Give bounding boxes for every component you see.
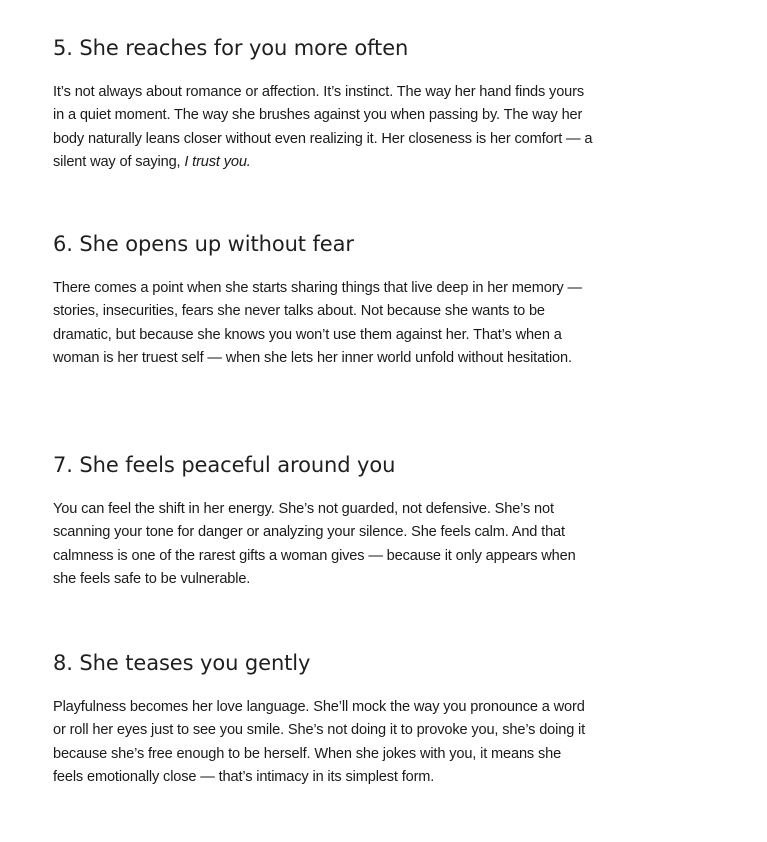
- section-6: [53, 230, 593, 370]
- section-heading: 6. She opens up without fear: [53, 232, 354, 256]
- section-heading: 8. She teases you gently: [53, 651, 311, 675]
- section-paragraph: [53, 81, 593, 174]
- section-heading: 5. She reaches for you more often: [53, 36, 409, 60]
- section-paragraph: Playfulness becomes her love language. She’ll mock the way you pronounce a word or roll her eyes just to see you smile. She’s not doing it to provoke you, she’s doing it because she’s free enough to be herself. When she jokes with you, it means she feels emotionally close — that’s intimacy in its simplest form.: [53, 699, 586, 785]
- section-paragraph: There comes a point when she starts sharing things that live deep in her memory — stories, insecurities, fears she never talks about. Not because she wants to be dramatic, but because she knows you won’t use them against her. That’s when a woman is her truest self — when she lets her inner world unfold without hesitation.: [53, 280, 582, 366]
- section-heading: 7. She feels peaceful around you: [53, 453, 396, 477]
- section-8: [53, 649, 593, 789]
- paragraph-emphasis: I trust you.: [184, 153, 251, 170]
- section-5: [53, 34, 593, 174]
- section-paragraph: You can feel the shift in her energy. She’s not guarded, not defensive. She’s not scanning your tone for danger or analyzing your silence. She feels calm. And that calmness is one of the rarest gifts a woman gives — because it only appears when she feels safe to be vulnerable.: [53, 501, 576, 587]
- paragraph-text: It’s not always about romance or affection. It’s instinct. The way her hand finds yours in a quiet moment. The way she brushes against you when passing by. The way her body naturally leans closer without even realizing it. Her closeness is her comfort — a silent way of saying,: [53, 84, 593, 170]
- section-7: [53, 451, 593, 591]
